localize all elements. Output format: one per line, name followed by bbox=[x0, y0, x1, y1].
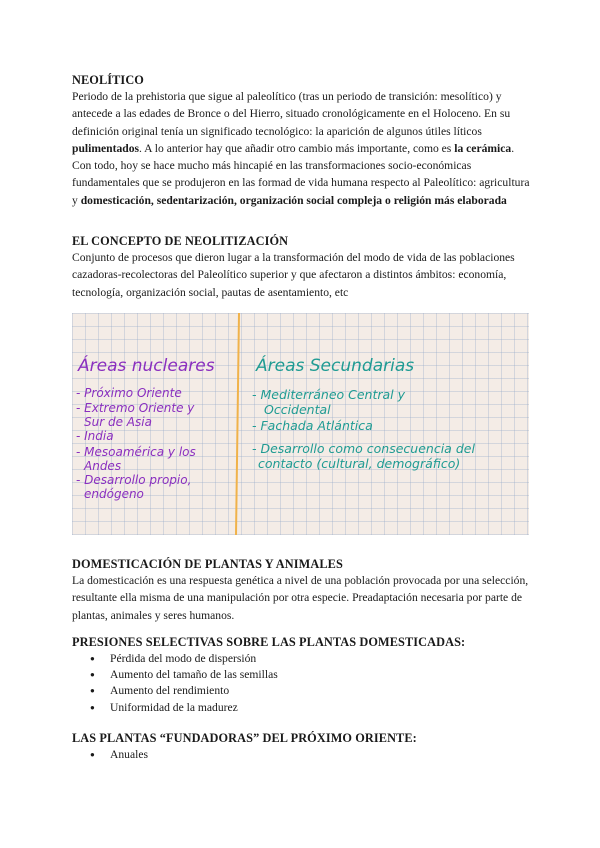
bold-run: la cerámica bbox=[454, 141, 512, 155]
left-item: - India bbox=[76, 429, 114, 443]
section-domesticacion bbox=[72, 556, 530, 624]
right-item: - Desarrollo como consecuencia del bbox=[252, 441, 475, 456]
heading-neolitico: NEOLÍTICO bbox=[72, 73, 144, 87]
text-run: Periodo de la prehistoria que sigue al paleolítico (tras un periodo de transición: mesolítico) y antecede a las edades de Bronce o del Hierro, situado cronológicamente en el Holoceno. En su definición original tenía un significado tecnológico: la aparición de algunos útiles líticos bbox=[72, 90, 511, 138]
right-column-title: Áreas Secundarias bbox=[256, 356, 415, 376]
left-item: - Mesoamérica y los bbox=[76, 445, 196, 459]
left-item: Sur de Asia bbox=[84, 415, 152, 429]
section-fundadoras bbox=[72, 730, 530, 763]
notebook-photo bbox=[72, 313, 529, 535]
heading-fundadoras: LAS PLANTAS “FUNDADORAS” DEL PRÓXIMO ORIENTE: bbox=[72, 731, 417, 745]
left-item: endógeno bbox=[84, 487, 144, 501]
left-item: - Extremo Oriente y bbox=[76, 401, 195, 415]
bold-run: domesticación, sedentarización, organización social compleja o religión más elaborada bbox=[80, 193, 507, 207]
notebook-margin-line bbox=[236, 313, 239, 535]
heading-presiones: PRESIONES SELECTIVAS SOBRE LAS PLANTAS DOMESTICADAS: bbox=[72, 635, 466, 649]
list-item: ● Aumento del tamaño de las semillas bbox=[90, 667, 530, 683]
left-item: - Próximo Oriente bbox=[76, 386, 182, 400]
section-neolitico bbox=[72, 72, 530, 209]
notebook-drawing bbox=[72, 313, 529, 535]
paragraph-neolitico bbox=[72, 88, 530, 209]
heading-concepto: EL CONCEPTO DE NEOLITIZACIÓN bbox=[72, 234, 289, 248]
left-item: - Desarrollo propio, bbox=[76, 473, 192, 487]
paragraph-domesticacion: La domesticación es una respuesta genética a nivel de una población provocada por una selección, resultante ella misma de una manipulación por otra especie. Preadaptación necesaria por parte de plantas, animales y seres humanos. bbox=[72, 574, 529, 622]
text-run: . Con todo, hoy se hace mucho más hincapié en las transformaciones socio-económicas fundamentales que se produjeron en las formad de vida humana respecto al Paleolítico: agricultura y bbox=[72, 141, 530, 207]
section-concepto bbox=[72, 233, 530, 301]
list-item: ● Anuales bbox=[90, 747, 530, 763]
list-item: ● Pérdida del modo de dispersión bbox=[90, 651, 530, 667]
right-item: contacto (cultural, demográfico) bbox=[258, 456, 461, 471]
list-fundadoras bbox=[90, 747, 530, 763]
list-item: ● Uniformidad de la madurez bbox=[90, 700, 530, 716]
paragraph-concepto: Conjunto de procesos que dieron lugar a la transformación del modo de vida de las poblaciones cazadoras-recolectoras del Paleolítico superior y que afectaron a distintos ámbitos: economía, tecnología, organización social, pautas de asentamiento, etc bbox=[72, 251, 515, 299]
left-column-items bbox=[76, 386, 196, 501]
list-presiones bbox=[90, 651, 530, 716]
right-item: Occidental bbox=[264, 402, 331, 417]
heading-domesticacion: DOMESTICACIÓN DE PLANTAS Y ANIMALES bbox=[72, 557, 343, 571]
left-item: Andes bbox=[84, 459, 122, 473]
bold-run: pulimentados bbox=[72, 141, 140, 155]
left-column-title: Áreas nucleares bbox=[78, 356, 215, 376]
right-item: - Fachada Atlántica bbox=[252, 418, 373, 433]
list-item: ● Aumento del rendimiento bbox=[90, 683, 530, 699]
right-item: - Mediterráneo Central y bbox=[252, 387, 406, 402]
section-presiones bbox=[72, 634, 530, 716]
right-column-items bbox=[252, 387, 475, 471]
text-run: . A lo anterior hay que añadir otro cambio más importante, como es bbox=[139, 141, 452, 155]
